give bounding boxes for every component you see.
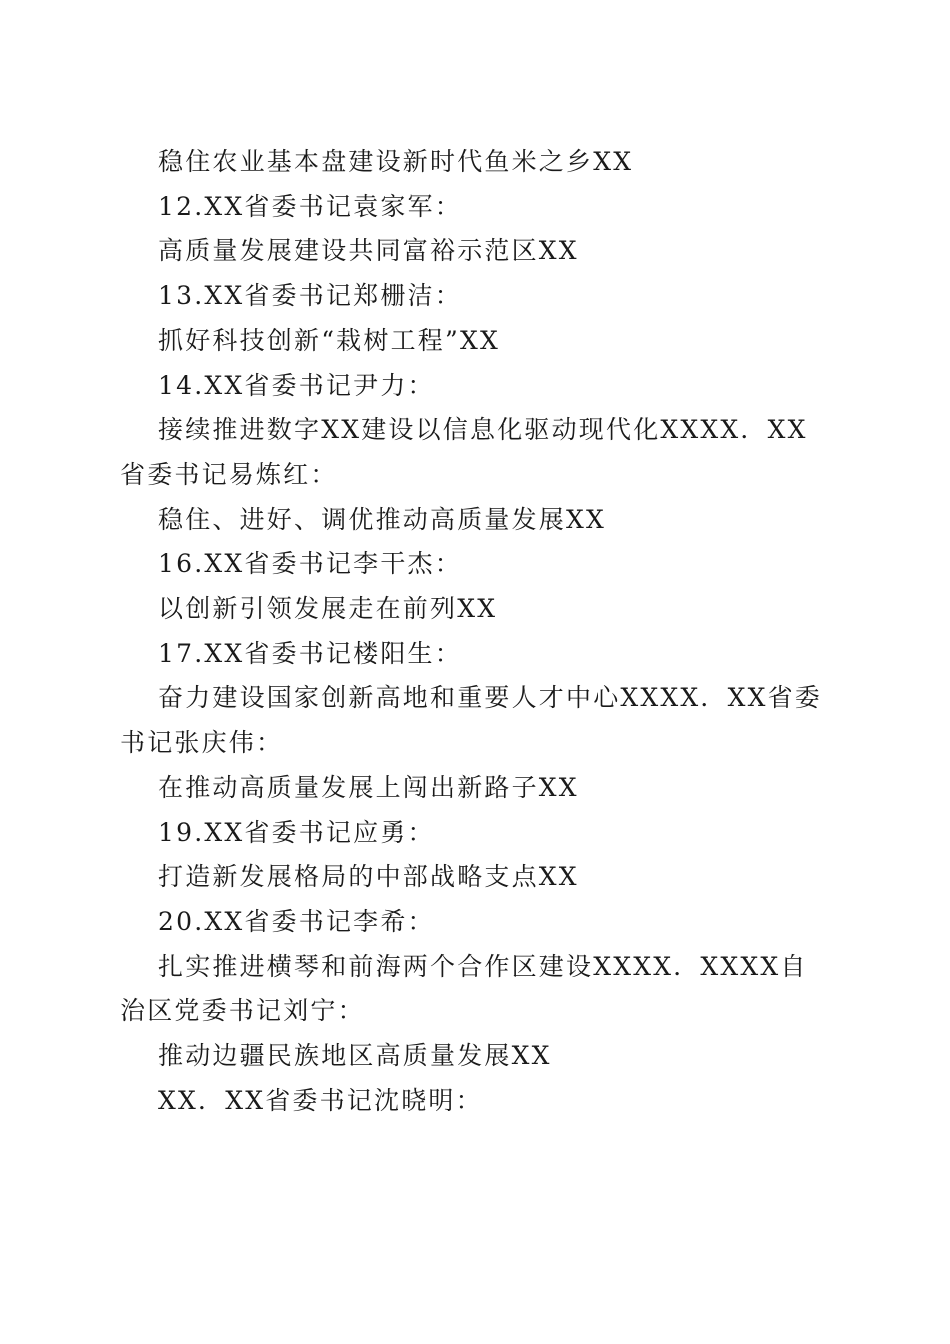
paragraph-11: 17.XX省委书记楼阳生：	[158, 638, 462, 668]
paragraph-7: 接续推进数字XX建设以信息化驱动现代化XXXX．XX省委书记易炼红：	[120, 415, 808, 489]
paragraph-1: 稳住农业基本盘建设新时代鱼米之乡XX	[158, 147, 634, 176]
paragraph-14: 19.XX省委书记应勇：	[158, 817, 435, 847]
paragraph-17: 扎实推进横琴和前海两个合作区建设XXXX．XXXX自治区党委书记刘宁：	[120, 951, 808, 1026]
paragraph-16: 20.XX省委书记李希：	[158, 906, 435, 936]
paragraph-10: 以创新引领发展走在前列XX	[158, 594, 498, 624]
paragraph-8: 稳住、进好、调优推动高质量发展XX	[158, 504, 606, 534]
paragraph-4: 13.XX省委书记郑栅洁：	[158, 281, 462, 311]
document-body	[120, 140, 830, 1123]
paragraph-3: 高质量发展建设共同富裕示范区XX	[158, 236, 579, 266]
paragraph-12: 奋力建设国家创新高地和重要人才中心XXXX．XX省委书记张庆伟：	[120, 683, 822, 758]
paragraph-15: 打造新发展格局的中部战略支点XX	[158, 862, 579, 892]
paragraph-6: 14.XX省委书记尹力：	[158, 370, 435, 400]
paragraph-5: 抓好科技创新“栽树工程”XX	[158, 325, 500, 355]
paragraph-19: XX．XX省委书记沈晓明：	[158, 1085, 483, 1115]
paragraph-9: 16.XX省委书记李干杰：	[158, 549, 462, 579]
paragraph-18: 推动边疆民族地区高质量发展XX	[158, 1041, 552, 1071]
paragraph-13: 在推动高质量发展上闯出新路子XX	[158, 772, 579, 802]
paragraph-2: 12.XX省委书记袁家军：	[158, 191, 462, 221]
